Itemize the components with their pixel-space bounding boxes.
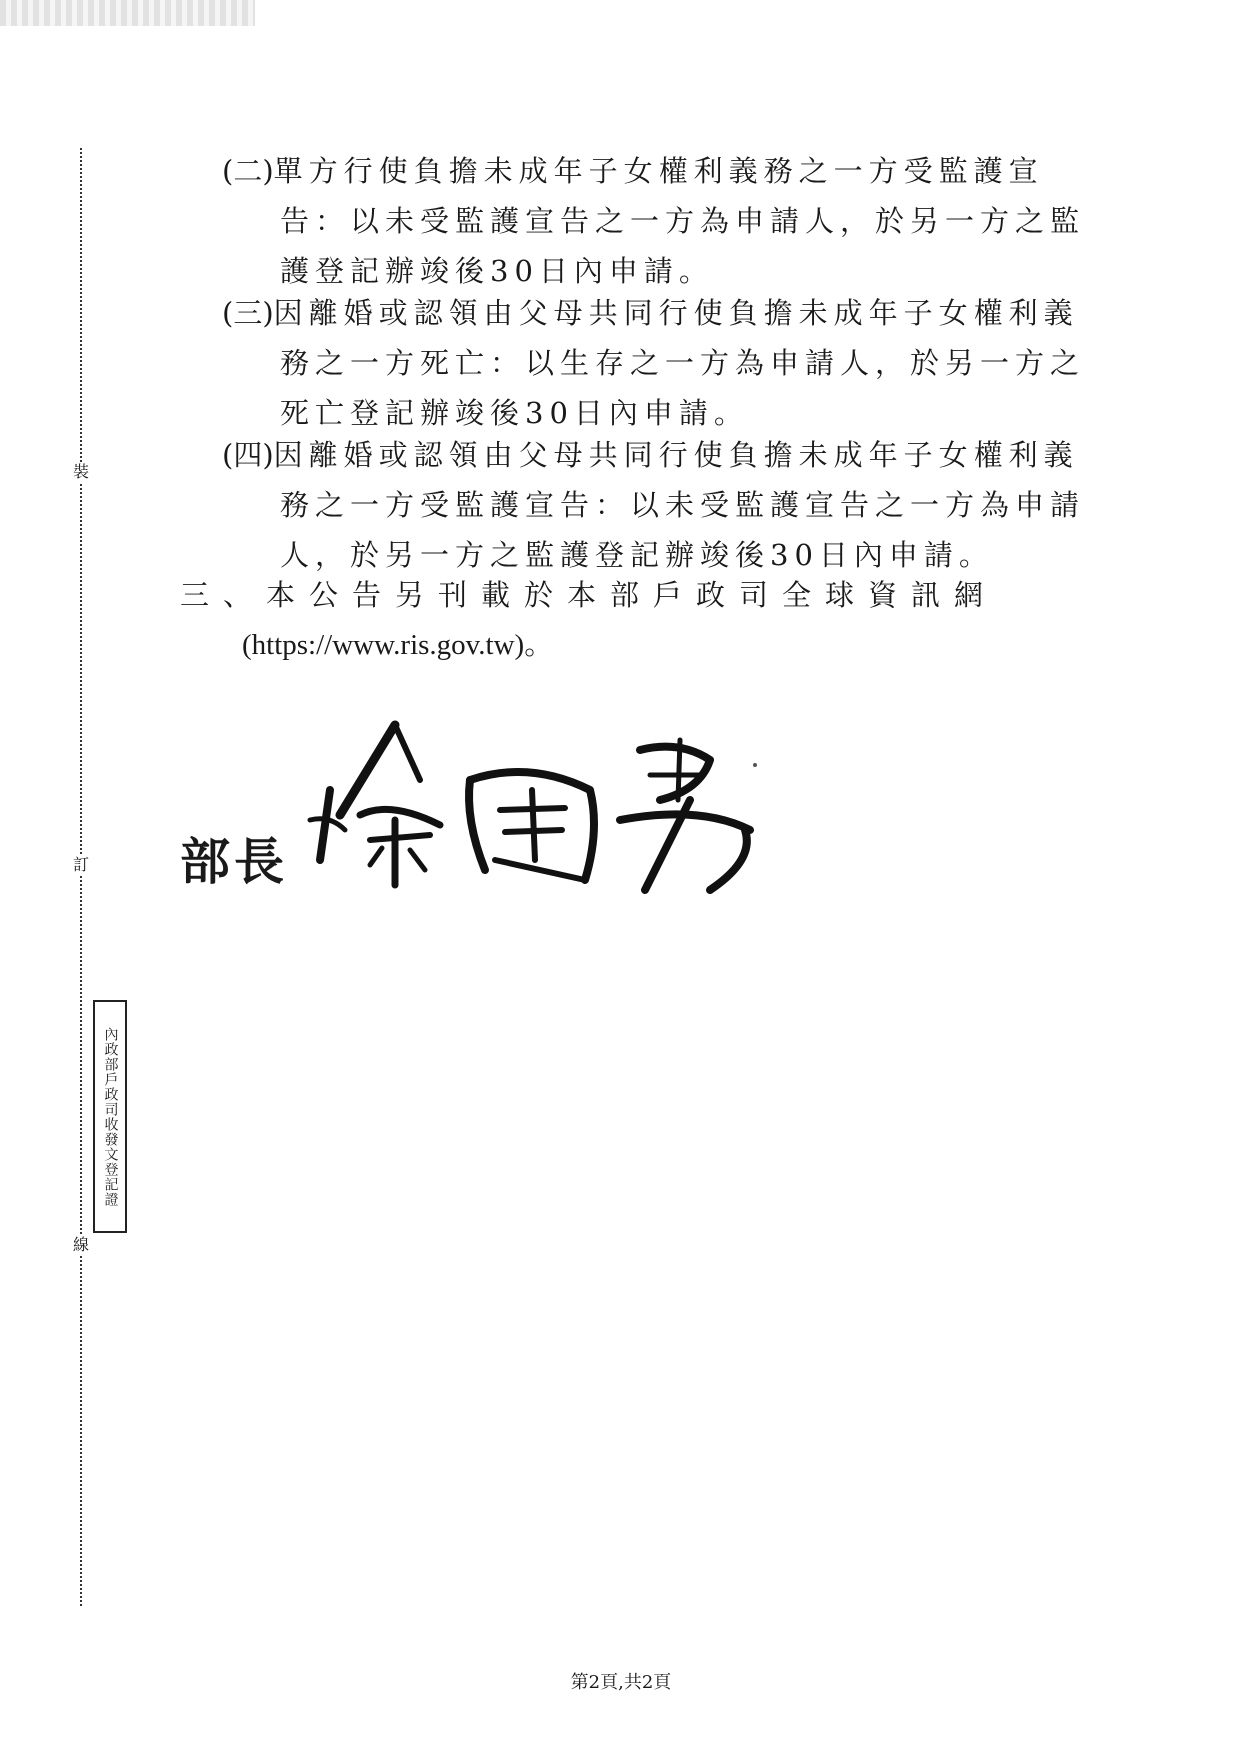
- item-four-line-2: 務之一方受監護宣告：以未受監護宣告之一方為申請: [280, 488, 1086, 522]
- handwritten-signature: [300, 720, 820, 900]
- item-four-marker: (四): [222, 438, 274, 472]
- item-two-line-1: (二)單方行使負擔未成年子女權利義務之一方受監護宣: [222, 154, 1044, 188]
- item-three-line-1: (三)因離婚或認領由父母共同行使負擔未成年子女權利義: [222, 296, 1079, 330]
- binding-mark-xian: 線: [70, 1235, 92, 1255]
- binding-mark-zhuang: 裝: [70, 462, 92, 482]
- item-two: [222, 146, 1085, 296]
- item-three-line-2: 務之一方死亡：以生存之一方為申請人，於另一方之: [280, 346, 1086, 380]
- item-two-line-3: 護登記辦竣後30日內申請。: [280, 254, 714, 288]
- section-three: [180, 570, 997, 670]
- item-three-marker: (三): [222, 296, 274, 330]
- item-three: [222, 288, 1085, 438]
- item-four: [222, 430, 1085, 580]
- scan-artifact: [0, 0, 255, 26]
- binding-mark-ding: 訂: [70, 855, 92, 875]
- item-two-marker: (二): [222, 154, 274, 188]
- signature-block: [180, 720, 820, 900]
- website-url: (https://www.ris.gov.tw)。: [242, 629, 554, 661]
- section-three-line-1: 三、本公告另刊載於本部戶政司全球資訊網: [180, 578, 998, 612]
- receipt-stamp: 內政部戶政司收發文登記證: [93, 1000, 127, 1233]
- item-two-line-2: 告：以未受監護宣告之一方為申請人，於另一方之監: [280, 204, 1086, 238]
- item-four-line-1: (四)因離婚或認領由父母共同行使負擔未成年子女權利義: [222, 438, 1079, 472]
- binding-dotted-line: [80, 148, 82, 1606]
- page-footer: 第2頁,共2頁: [570, 1672, 672, 1693]
- item-three-line-3: 死亡登記辦竣後30日內申請。: [280, 396, 749, 430]
- signature-title: 部長: [180, 832, 288, 891]
- item-four-line-3: 人，於另一方之監護登記辦竣後30日內申請。: [280, 538, 994, 572]
